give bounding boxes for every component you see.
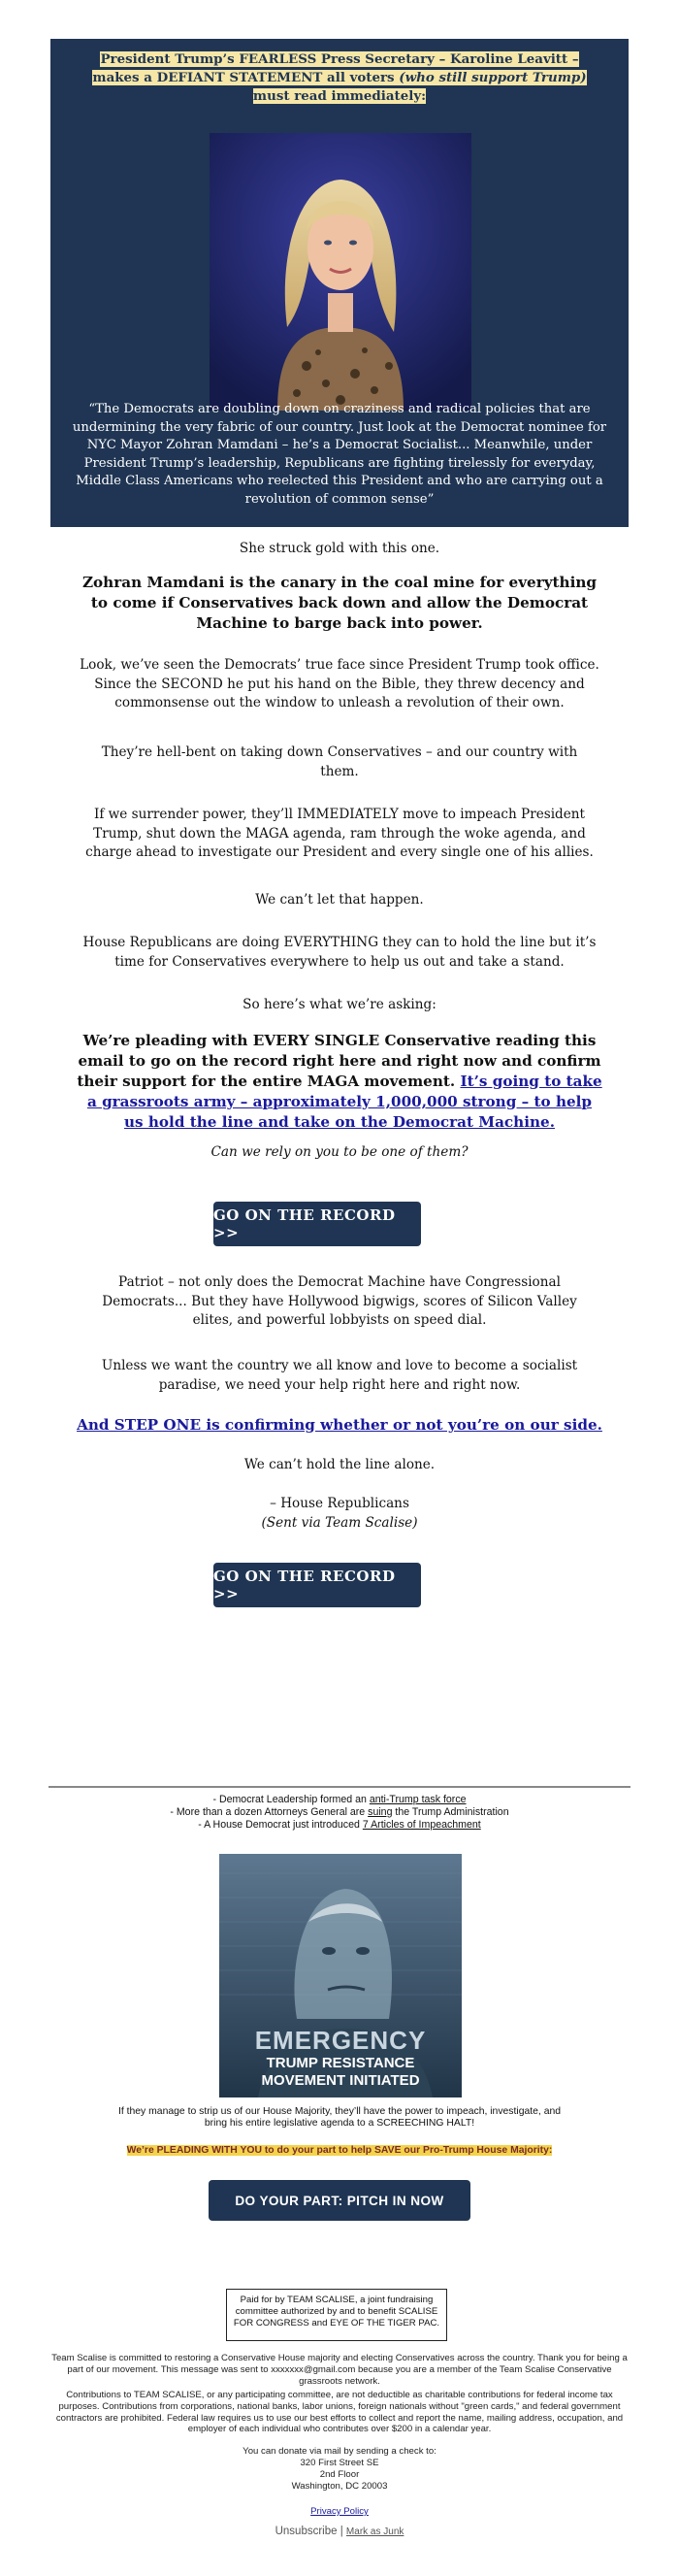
address-line-3: Washington, DC 20003	[291, 2481, 388, 2492]
leavitt-photo	[210, 133, 471, 411]
mail-intro: You can donate via mail by sending a check to:	[242, 2446, 436, 2457]
paragraph-9	[76, 1031, 603, 1133]
bullet-2	[78, 1806, 601, 1819]
paragraph-7: House Republicans are doing EVERYTHING they can to hold the line but it’s time for Conservatives everywhere to help us out and take a stand.	[82, 935, 597, 970]
paragraph-4: They’re hell-bent on taking down Conservatives – and our country with them.	[101, 744, 578, 779]
bullet-2-tail: the Trump Administration	[392, 1806, 509, 1818]
address-line-2: 2nd Floor	[319, 2469, 360, 2480]
paragraph-6: We can’t let that happen.	[255, 892, 424, 908]
suing-link[interactable]: suing	[368, 1806, 393, 1818]
paragraph-9-bold: We’re pleading with EVERY SINGLE Conservative reading this email to go on the record right here and right now and confirm their support for the entire MAGA movement.	[77, 1032, 601, 1090]
paragraph-3: Look, we’ve seen the Democrats’ true face since President Trump took office. Since the SECOND he put his hand on the Bible, they threw decency and commonsense out the window to unleash a revolution of their own.	[80, 657, 599, 710]
paragraph-14: We can’t hold the line alone.	[243, 1457, 436, 1472]
paragraph-5: If we surrender power, they’ll IMMEDIATELY move to impeach President Trump, shut down the MAGA agenda, ram through the woke agenda, and charge ahead to investigate our President and every single one of his allies.	[85, 807, 594, 860]
task-force-link[interactable]: anti-Trump task force	[369, 1794, 467, 1805]
footer-mission: Team Scalise is committed to restoring a Conservative House majority and electing Conservatives across the country. Thank you for being a part of our movement. This message was sent to xxxxxxx@gmail.com because you are a member of the Team Scalise Conservative grassroots network.	[51, 2353, 628, 2387]
paragraph-10: Can we rely on you to be one of them?	[210, 1144, 469, 1160]
privacy-policy-link[interactable]: Privacy Policy	[310, 2506, 369, 2517]
bullet-1-text: - Democrat Leadership formed an	[212, 1794, 370, 1805]
signature: – House Republicans	[270, 1496, 409, 1511]
hero-headline	[89, 50, 590, 106]
paragraph-11: Patriot – not only does the Democrat Machine have Congressional Democrats... But they have Hollywood bigwigs, scores of Silicon Valley elites, and powerful lobbyists on speed dial.	[102, 1274, 577, 1328]
unsubscribe-line	[48, 2526, 630, 2538]
step-one-wrap	[68, 1415, 611, 1436]
plead-highlight: We’re PLEADING WITH YOU to do your part to help SAVE our Pro-Trump House Majority:	[126, 2145, 553, 2156]
impeachment-link[interactable]: 7 Articles of Impeachment	[362, 1819, 481, 1831]
privacy-wrap	[48, 2506, 630, 2518]
address-line-1: 320 First Street SE	[300, 2458, 379, 2468]
mark-as-junk-link[interactable]: Mark as Junk	[345, 2526, 404, 2537]
step-one-link[interactable]: And STEP ONE is confirming whether or not you’re on our side.	[77, 1416, 602, 1434]
emergency-graphic[interactable]	[219, 1854, 462, 2097]
grassroots-army-link[interactable]: It’s going to take a grassroots army – approximately 1,000,000 strong – to help us hold the line and take on the Democrat Machine.	[86, 1073, 602, 1131]
signature-sub: (Sent via Team Scalise)	[261, 1515, 418, 1531]
go-on-record-button-2[interactable]: GO ON THE RECORD >>	[213, 1563, 421, 1607]
unsub-separator: |	[337, 2526, 346, 2537]
go-on-record-button-1[interactable]: GO ON THE RECORD >>	[213, 1202, 421, 1246]
paragraph-1: She struck gold with this one.	[239, 541, 440, 556]
strip-majority-text: If they manage to strip us of our House Majority, they’ll have the power to impeach, investigate, and bring his entire legislative agenda to a SCREECHING HALT!	[117, 2106, 562, 2130]
hero-quote: “The Democrats are doubling down on craziness and radical policies that are undermining the very fabric of our country. Just look at the Democrat nominee for NYC Mayor Zohran Mamdani – he’s a Democrat Socialist... Meanwhile, under President Trump’s leadership, Republicans are fighting tirelessly for everyday, Middle Class Americans who reelected this President and who are carrying out a revolution of common sense”	[72, 402, 607, 507]
pitch-in-button[interactable]: DO YOUR PART: PITCH IN NOW	[209, 2180, 470, 2221]
emergency-line-2: MOVEMENT INITIATED	[261, 2072, 420, 2089]
section-divider	[48, 1786, 630, 1788]
bullet-3-text: - A House Democrat just introduced	[198, 1819, 363, 1831]
headline-text-2: must read immediately:	[252, 88, 427, 104]
headline-italic: (who still support Trump)	[399, 70, 587, 85]
emergency-title: EMERGENCY	[254, 2026, 427, 2055]
footer-legal: Contributions to TEAM SCALISE, or any participating committee, are not deductible as charitable contributions for federal income tax purposes. Contributions from corporations, national banks, labor unions, foreign nationals without "green cards," and federal government contractors are prohibited. Federal law requires us to use our best efforts to collect and report the name, mailing address, occupation, and employer of each individual who contributes over $200 in a calendar year.	[55, 2390, 624, 2435]
bullet-3	[78, 1819, 601, 1832]
plead-line	[68, 2145, 611, 2157]
bullet-1	[78, 1794, 601, 1806]
hero-banner	[50, 39, 629, 527]
paragraph-12: Unless we want the country we all know and love to become a socialist paradise, we need your help right here and right now.	[101, 1358, 578, 1393]
paragraph-8: So here’s what we’re asking:	[242, 997, 436, 1012]
unsubscribe-link[interactable]: Unsubscribe	[275, 2526, 338, 2537]
bullet-2-text: - More than a dozen Attorneys General are	[170, 1806, 369, 1818]
paid-for-box: Paid for by TEAM SCALISE, a joint fundraising committee authorized by and to benefit SCALISE FOR CONGRESS and EYE OF THE TIGER PAC.	[226, 2289, 447, 2341]
headline-text-1: President Trump’s FEARLESS Press Secretary – Karoline Leavitt – makes a DEFIANT STATEMENT all voters	[92, 51, 579, 85]
emergency-line-1: TRUMP RESISTANCE	[266, 2055, 415, 2071]
paragraph-2: Zohran Mamdani is the canary in the coal mine for everything to come if Conservatives back down and allow the Democrat Machine to barge back into power.	[81, 574, 598, 632]
